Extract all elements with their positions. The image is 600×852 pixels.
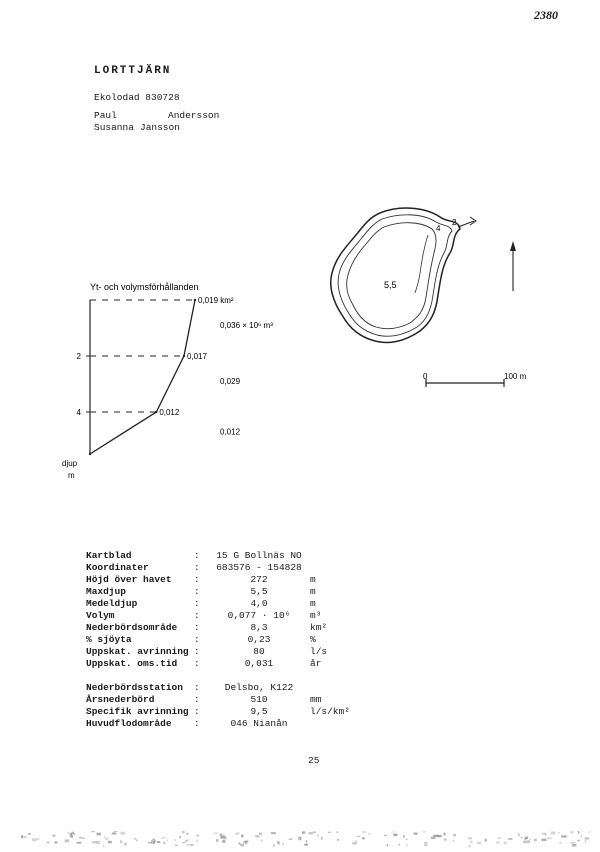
scan-speck — [362, 837, 365, 839]
area-point — [155, 411, 157, 413]
area-point — [183, 355, 185, 357]
table-row — [86, 586, 350, 598]
depth-tick-label: 2 — [76, 352, 81, 361]
stat-unit — [304, 718, 350, 730]
scan-speck — [530, 839, 531, 840]
table-row — [86, 574, 350, 586]
stat-unit — [304, 682, 350, 694]
scan-speck — [241, 835, 243, 838]
scan-speck — [236, 833, 238, 835]
table-row — [86, 550, 350, 562]
scan-speck — [28, 833, 30, 835]
scan-speck — [283, 843, 284, 845]
scan-noise — [0, 825, 600, 852]
stat-colon: : — [194, 658, 200, 669]
stat-value: 0,077 · 10⁶ — [227, 610, 291, 621]
table-row — [86, 706, 350, 718]
stat-unit: l/s/km² — [310, 706, 350, 717]
table-row — [86, 598, 350, 610]
stat-unit — [304, 550, 350, 562]
scan-speck — [47, 842, 50, 844]
page-number-top: 2380 — [534, 8, 558, 22]
scan-speck — [190, 844, 193, 845]
scan-speck — [70, 835, 73, 837]
scan-speck — [468, 837, 472, 840]
scan-speck — [551, 832, 555, 835]
table-row — [86, 562, 350, 574]
scan-speck — [245, 843, 247, 845]
scan-speck — [321, 837, 323, 840]
scan-speck — [424, 845, 427, 847]
scan-speck — [196, 834, 199, 836]
scan-speck — [368, 833, 370, 835]
stat-unit — [304, 562, 350, 574]
scan-speck — [104, 836, 106, 838]
stat-value: 272 — [250, 574, 268, 585]
scan-speck — [470, 841, 472, 843]
scan-speck — [223, 837, 227, 840]
scan-speck — [578, 831, 579, 833]
scan-speck — [120, 840, 122, 843]
author-2-last: Jansson — [140, 122, 180, 133]
scan-speck — [534, 839, 537, 842]
stat-unit: km² — [310, 622, 328, 633]
volume-label: 0,036 × 10⁶ m³ — [220, 321, 273, 330]
scan-speck — [387, 844, 388, 846]
stat-colon: : — [194, 550, 200, 561]
stat-value: 510 — [250, 694, 268, 705]
scale-start: 0 — [423, 372, 428, 381]
stat-value: 0,031 — [244, 658, 274, 669]
stat-label: Maxdjup — [86, 586, 126, 597]
scan-speck — [187, 844, 191, 845]
scan-speck — [485, 839, 487, 842]
scan-speck — [65, 839, 69, 842]
scan-speck — [222, 840, 225, 843]
scan-speck — [453, 840, 455, 841]
scan-speck — [111, 833, 115, 835]
scan-speck — [37, 838, 40, 840]
stat-unit: % — [310, 634, 316, 645]
stat-unit: m — [310, 586, 316, 597]
stat-unit: l/s — [310, 646, 328, 657]
scan-speck — [93, 841, 97, 842]
stat-colon: : — [194, 610, 200, 621]
stat-value: 5,5 — [250, 586, 268, 597]
scan-speck — [161, 838, 162, 839]
scan-speck — [357, 836, 361, 837]
scale-end: 100 m — [504, 372, 527, 381]
area-point — [194, 299, 196, 301]
scan-speck — [570, 831, 573, 833]
stat-colon: : — [194, 682, 200, 693]
stat-value: 4,0 — [250, 598, 268, 609]
scan-speck — [309, 832, 314, 834]
scan-speck — [498, 837, 501, 839]
scan-speck — [255, 835, 259, 837]
area-volume-chart — [60, 280, 310, 490]
scan-speck — [21, 835, 23, 838]
stat-colon: : — [194, 634, 200, 645]
scan-speck — [424, 842, 428, 844]
scan-speck — [508, 838, 512, 840]
scan-speck — [271, 832, 276, 834]
outlet-arrow — [458, 217, 476, 227]
scan-speck — [477, 842, 481, 844]
stat-label: Volym — [86, 610, 115, 621]
scan-speck — [67, 832, 69, 834]
chart-title: Yt- och volymsförhållanden — [90, 282, 199, 292]
stat-value: 683576 - 154828 — [216, 562, 302, 573]
stat-unit: mm — [310, 694, 322, 705]
table-row — [86, 610, 350, 622]
scan-speck — [259, 833, 262, 835]
scan-speck — [96, 841, 99, 844]
scan-speck — [52, 835, 55, 837]
stat-label: Medeldjup — [86, 598, 138, 609]
scan-speck — [541, 839, 546, 841]
scan-speck — [558, 832, 560, 833]
scan-speck — [24, 836, 27, 838]
stat-label: % sjöyta — [86, 634, 132, 645]
scan-speck — [453, 834, 455, 836]
scan-speck — [277, 841, 279, 844]
scan-speck — [518, 833, 519, 836]
scan-speck — [306, 840, 308, 843]
stat-label: Specifik avrinning — [86, 706, 189, 717]
stat-colon: : — [194, 718, 200, 729]
scan-speck — [105, 838, 109, 840]
scan-speck — [299, 837, 302, 840]
scan-speck — [406, 839, 408, 841]
scan-speck — [182, 842, 186, 843]
scan-speck — [354, 840, 357, 841]
survey-date: Ekolodad 830728 — [94, 92, 180, 103]
scan-speck — [74, 833, 75, 836]
table-row — [86, 682, 350, 694]
scan-speck — [399, 844, 400, 845]
scan-speck — [524, 841, 528, 844]
author-1-last: Andersson — [168, 110, 220, 121]
stat-colon: : — [194, 586, 200, 597]
scan-speck — [103, 845, 104, 848]
stat-label: Uppskat. avrinning — [86, 646, 189, 657]
scan-speck — [581, 835, 582, 838]
table-spacer — [86, 670, 350, 682]
lake-title: LORTTJÄRN — [94, 65, 172, 77]
scan-speck — [289, 839, 293, 840]
volume-label: 0,029 — [220, 377, 241, 386]
scan-speck — [571, 842, 576, 844]
stat-colon: : — [194, 598, 200, 609]
author-2-first: Susanna — [94, 122, 134, 133]
stat-colon: : — [194, 646, 200, 657]
page-footer-number: 25 — [308, 755, 320, 766]
scan-speck — [313, 832, 316, 833]
scan-speck — [220, 834, 222, 836]
max-depth-label: 5,5 — [384, 280, 397, 290]
scan-speck — [362, 831, 365, 832]
scan-speck — [136, 840, 138, 842]
scan-speck — [317, 834, 318, 837]
scan-speck — [186, 833, 188, 835]
scan-speck — [163, 842, 165, 844]
area-point — [89, 453, 91, 455]
stat-value: 0,23 — [247, 634, 271, 645]
depth-contour-4 — [415, 235, 428, 293]
scan-speck — [97, 833, 101, 836]
author-1-first: Paul — [94, 110, 117, 121]
scan-speck — [298, 837, 299, 839]
depth-tick-label: 4 — [76, 408, 81, 417]
scan-speck — [526, 836, 528, 838]
scan-speck — [163, 837, 166, 839]
scan-speck — [239, 842, 241, 845]
scan-speck — [559, 842, 562, 843]
scan-speck — [91, 831, 95, 832]
scan-speck — [444, 833, 446, 836]
scan-speck — [504, 842, 507, 845]
scan-speck — [216, 839, 218, 842]
stat-value: 80 — [253, 646, 265, 657]
scan-speck — [431, 837, 436, 840]
scan-speck — [182, 831, 185, 833]
scan-speck — [585, 837, 590, 839]
scan-speck — [240, 844, 244, 847]
contour-label-2: 2 — [452, 218, 457, 227]
stat-label: Koordinater — [86, 562, 149, 573]
stat-unit: m³ — [310, 610, 322, 621]
scan-speck — [521, 837, 522, 838]
scan-speck — [108, 841, 112, 843]
stat-label: Nederbördsstation — [86, 682, 183, 693]
stat-colon: : — [194, 562, 200, 573]
scan-speck — [302, 831, 305, 833]
shoreline-outer — [331, 208, 460, 342]
lake-statistics-table — [86, 550, 350, 730]
scan-speck — [414, 833, 418, 835]
bathymetric-map — [320, 195, 527, 395]
scan-speck — [114, 831, 118, 832]
scan-speck — [384, 835, 386, 836]
scan-speck — [496, 842, 500, 844]
scan-speck — [444, 838, 447, 840]
table-row — [86, 646, 350, 658]
scan-speck — [528, 840, 530, 843]
scan-speck — [423, 831, 425, 832]
area-label: 0,019 km² — [198, 296, 234, 305]
scan-speck — [148, 842, 152, 843]
axis-label-unit: m — [68, 471, 75, 480]
scan-speck — [79, 837, 83, 838]
scan-speck — [166, 840, 168, 841]
stat-unit: m — [310, 574, 316, 585]
volume-label: 0,012 — [220, 427, 241, 437]
table-row — [86, 658, 350, 670]
stat-unit: m — [310, 598, 316, 609]
stat-label: Höjd över havet — [86, 574, 172, 585]
scan-speck — [542, 833, 546, 835]
scan-speck — [175, 844, 178, 845]
scan-speck — [304, 844, 308, 846]
scan-speck — [561, 835, 566, 837]
area-curve — [90, 300, 195, 454]
table-row — [86, 622, 350, 634]
axis-label-depth: djup — [62, 459, 78, 468]
stat-colon: : — [194, 622, 200, 633]
scan-speck — [77, 842, 82, 844]
scan-speck — [572, 844, 576, 847]
table-row — [86, 634, 350, 646]
scan-speck — [261, 840, 263, 842]
scan-speck — [124, 843, 126, 845]
table-row — [86, 718, 350, 730]
scan-speck — [273, 844, 275, 846]
scan-speck — [91, 842, 96, 844]
table-row — [86, 694, 350, 706]
scan-speck — [352, 842, 357, 845]
scan-speck — [134, 838, 136, 839]
scan-speck — [393, 831, 394, 832]
scan-speck — [403, 835, 405, 838]
scan-speck — [185, 840, 188, 842]
contour-label-4: 4 — [436, 224, 441, 233]
stat-colon: : — [194, 574, 200, 585]
stat-value: 15 G Bollnäs NO — [216, 550, 302, 561]
stat-label: Nederbördsområde — [86, 622, 178, 633]
scan-speck — [336, 831, 338, 833]
scan-speck — [179, 836, 181, 839]
scan-speck — [120, 832, 125, 835]
area-label: 0,017 — [186, 352, 207, 361]
scan-speck — [32, 839, 36, 842]
scan-speck — [578, 840, 580, 842]
scan-speck — [157, 841, 161, 843]
scan-speck — [328, 832, 331, 833]
stat-value: 8,3 — [250, 622, 268, 633]
stat-label: Årsnederbörd — [86, 694, 155, 705]
north-arrow-head-icon — [510, 241, 516, 251]
scan-speck — [197, 840, 198, 842]
scan-speck — [174, 839, 175, 841]
scan-speck — [585, 840, 587, 842]
depth-contour-2 — [347, 223, 436, 329]
scan-speck — [55, 841, 58, 843]
scan-speck — [547, 837, 552, 839]
stat-value: 9,5 — [250, 706, 268, 717]
stat-label: Uppskat. oms.tid — [86, 658, 178, 669]
scan-speck — [589, 831, 590, 833]
scan-speck — [214, 833, 218, 834]
scan-speck — [433, 835, 438, 837]
scan-speck — [406, 844, 408, 847]
scan-speck — [469, 845, 471, 847]
stat-value: 046 Nianån — [230, 718, 288, 729]
stat-unit: år — [310, 658, 322, 669]
area-label: 0,012 — [159, 408, 180, 417]
scan-speck — [337, 839, 339, 841]
stat-label: Kartblad — [86, 550, 132, 561]
stat-colon: : — [194, 706, 200, 717]
scan-speck — [393, 834, 397, 836]
stat-label: Huvudflodområde — [86, 718, 172, 729]
stat-colon: : — [194, 694, 200, 705]
stat-value: Delsbo, K122 — [224, 682, 294, 693]
